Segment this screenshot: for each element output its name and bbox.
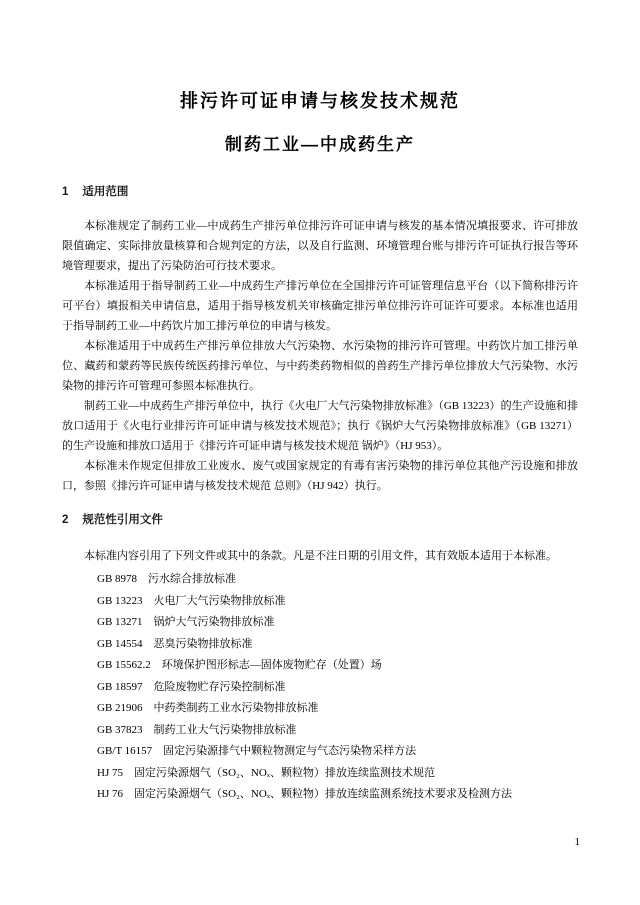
reference-title: 锅炉大气污染物排放标准: [153, 616, 275, 628]
section-scope-body: [62, 216, 578, 496]
reference-item: [97, 784, 578, 806]
reference-title: 恶臭污染物排放标准: [153, 637, 253, 650]
reference-code: GB 8978: [97, 573, 138, 585]
reference-title: 污水综合排放标准: [148, 573, 237, 585]
references-intro: 本标准内容引用了下列文件或其中的条款。凡是不注日期的引用文件，其有效版本适用于本标准。: [84, 550, 557, 562]
section-scope-title: 适用范围: [82, 186, 129, 198]
reference-item: [97, 634, 578, 656]
document-title: 排污许可证申请与核发技术规范: [180, 91, 460, 111]
reference-item: [97, 591, 578, 613]
reference-title: 固定污染源烟气（SO₂、NOₓ、颗粒物）排放连续监测系统技术要求及检测方法: [133, 788, 512, 800]
scope-paragraph-5: 本标准未作规定但排放工业废水、废气或国家规定的有毒有害污染物的排污单位其他产污设施和排放口，参照《排污许可证申请与核发技术规范 总则》（HJ 942）执行。: [62, 460, 578, 492]
section-scope-heading: [62, 185, 578, 199]
reference-item: [97, 569, 578, 591]
reference-code: GB 15562.2: [97, 659, 151, 671]
scope-paragraph-3: 本标准适用于中成药生产排污单位排放大气污染物、水污染物的排污许可管理。中药饮片加工排污单位、藏药和蒙药等民族传统医药排污单位、与中药类药物相似的兽药生产排污单位排放大气污染物、水污染物的排污许可管理可参照本标准执行。: [62, 340, 578, 392]
reference-title: 固定污染源排气中颗粒物测定与气态污染物采样方法: [163, 745, 417, 757]
document-subtitle: 制药工业—中成药生产: [225, 135, 415, 154]
reference-code: GB 37823: [97, 723, 143, 736]
reference-item: [97, 720, 578, 742]
reference-code: HJ 76: [97, 788, 123, 800]
reference-title: 固定污染源烟气（SO₂、NOₓ、颗粒物）排放连续监测技术规范: [133, 766, 435, 779]
scope-paragraph-4: 制药工业—中成药生产排污单位中，执行《火电厂大气污染物排放标准》（GB 13223）的生产设施和排放口适用于《火电行业排污许可证申请与核发技术规范》；执行《锅炉大气污染物排放标准》（GB 13271）的生产设施和排放口适用于《排污许可证申请与核发技术规范 锅炉》（HJ 953）。: [62, 400, 578, 452]
reference-item: [97, 698, 578, 720]
reference-item: [97, 612, 578, 634]
reference-title: 制药工业大气污染物排放标准: [153, 723, 297, 736]
reference-item: [97, 655, 578, 677]
reference-list: [97, 569, 578, 806]
reference-title: 危险废物贮存污染控制标准: [153, 680, 286, 693]
reference-title: 环境保护图形标志—固体废物贮存（处置）场: [161, 659, 382, 671]
reference-code: GB 14554: [97, 637, 143, 650]
scope-paragraph-2: 本标准适用于指导制药工业—中成药生产排污单位在全国排污许可证管理信息平台（以下简称排污许可平台）填报相关申请信息，适用于指导核发机关审核确定排污单位排污许可证许可要求。本标准也适用于指导制药工业—中药饮片加工排污单位的申请与核发。: [62, 280, 578, 332]
page-number: 1: [574, 836, 580, 848]
reference-code: GB 13271: [97, 616, 143, 628]
reference-title: 火电厂大气污染物排放标准: [153, 594, 286, 607]
section-references-number: 2: [62, 514, 69, 526]
section-scope-number: 1: [62, 186, 69, 198]
reference-code: HJ 75: [97, 766, 123, 779]
section-references-title: 规范性引用文件: [82, 514, 163, 526]
scope-paragraph-1: 本标准规定了制药工业—中成药生产排污单位排污许可证申请与核发的基本情况填报要求、许可排放限值确定、实际排放量核算和合规判定的方法，以及自行监测、环境管理台账与排污许可证执行报告等环境管理要求，提出了污染防治可行技术要求。: [62, 220, 578, 272]
reference-title: 中药类制药工业水污染物排放标准: [153, 702, 319, 714]
reference-code: GB 18597: [97, 680, 143, 693]
section-references-heading: [62, 513, 578, 527]
reference-code: GB/T 16157: [97, 745, 153, 757]
reference-code: GB 21906: [97, 702, 143, 714]
reference-code: GB 13223: [97, 594, 143, 607]
reference-item: [97, 741, 578, 763]
reference-item: [97, 677, 578, 699]
reference-item: [97, 763, 578, 785]
